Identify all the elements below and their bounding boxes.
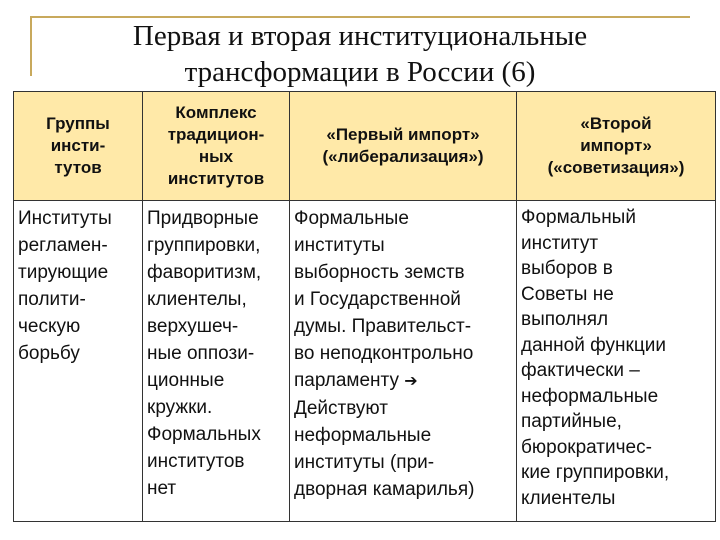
- cell-line: клиентелы,: [147, 289, 247, 310]
- cell-first-import: [290, 201, 517, 522]
- table-row: [14, 201, 716, 522]
- cell-line: Институты: [18, 208, 112, 229]
- header-text: традицион-: [167, 125, 265, 144]
- comparison-table: [13, 91, 716, 522]
- cell-groups: [14, 201, 143, 522]
- cell-line: бюрократичес-: [521, 436, 652, 458]
- right-arrow-icon: ➔: [404, 373, 418, 390]
- cell-line: и Государственной: [294, 289, 461, 310]
- cell-line: фаворитизм,: [147, 262, 262, 283]
- title-line-1: Первая и вторая институциональные: [132, 20, 588, 52]
- header-text: («советизация»): [547, 158, 685, 177]
- cell-line-with-arrow: [294, 367, 512, 395]
- header-groups: [14, 92, 143, 201]
- cell-line: верхушеч-: [147, 316, 239, 337]
- header-text: ных: [198, 147, 234, 166]
- cell-line: выполнял: [521, 309, 609, 330]
- cell-second-import: [517, 201, 716, 522]
- cell-line: неформальные: [521, 385, 659, 407]
- header-text: «Второй: [580, 114, 652, 133]
- cell-line: Формальных: [147, 424, 261, 445]
- cell-line: кие группировки,: [521, 462, 670, 483]
- table-header-row: [14, 92, 716, 201]
- header-text: инсти-: [50, 136, 106, 155]
- header-first-import: [290, 92, 517, 201]
- cell-line: нет: [147, 478, 177, 499]
- cell-line: данной функции: [521, 334, 666, 356]
- cell-line: парламенту: [294, 370, 399, 391]
- cell-line: Формальный: [521, 207, 636, 228]
- cell-line: Придворные: [147, 208, 259, 229]
- cell-line: регламен-: [18, 235, 108, 256]
- slide-title: [40, 18, 680, 90]
- cell-line: фактически –: [521, 360, 640, 381]
- cell-line: группировки,: [147, 235, 261, 256]
- cell-line: во неподконтрольно: [294, 343, 474, 364]
- cell-line: институтов: [147, 451, 245, 472]
- cell-line: неформальные: [294, 425, 432, 446]
- cell-line: кружки.: [147, 397, 213, 418]
- title-line-2: трансформации в России (6): [184, 56, 536, 88]
- cell-line: выборов в: [521, 258, 613, 279]
- title-accent-vertical: [30, 16, 32, 76]
- cell-line: ционные: [147, 370, 225, 391]
- header-second-import: [517, 92, 716, 201]
- cell-line: выборность земств: [294, 262, 465, 283]
- cell-line: институт: [521, 232, 599, 254]
- cell-line: Советы не: [521, 283, 614, 305]
- cell-line: борьбу: [18, 343, 80, 364]
- cell-line: клиентелы: [521, 487, 616, 509]
- cell-line: ческую: [18, 316, 81, 337]
- header-text: институтов: [167, 169, 265, 188]
- header-text: тутов: [54, 158, 102, 177]
- cell-line: Формальные: [294, 208, 409, 229]
- cell-line: Действуют: [294, 398, 388, 419]
- cell-line: полити-: [18, 289, 86, 310]
- header-traditional: [143, 92, 290, 201]
- cell-line: ные оппози-: [147, 343, 255, 364]
- cell-line: институты: [294, 235, 385, 256]
- header-text: импорт»: [580, 136, 652, 155]
- cell-line: институты (при-: [294, 452, 435, 473]
- cell-line: думы. Правительст-: [294, 316, 472, 337]
- cell-line: дворная камарилья): [294, 479, 475, 500]
- header-text: Группы: [46, 114, 110, 133]
- cell-line: тирующие: [18, 262, 109, 283]
- header-text: («либерализация»): [322, 147, 484, 166]
- cell-traditional: [143, 201, 290, 522]
- cell-line: партийные,: [521, 411, 622, 432]
- header-text: «Первый импорт»: [326, 125, 480, 144]
- header-text: Комплекс: [175, 103, 257, 122]
